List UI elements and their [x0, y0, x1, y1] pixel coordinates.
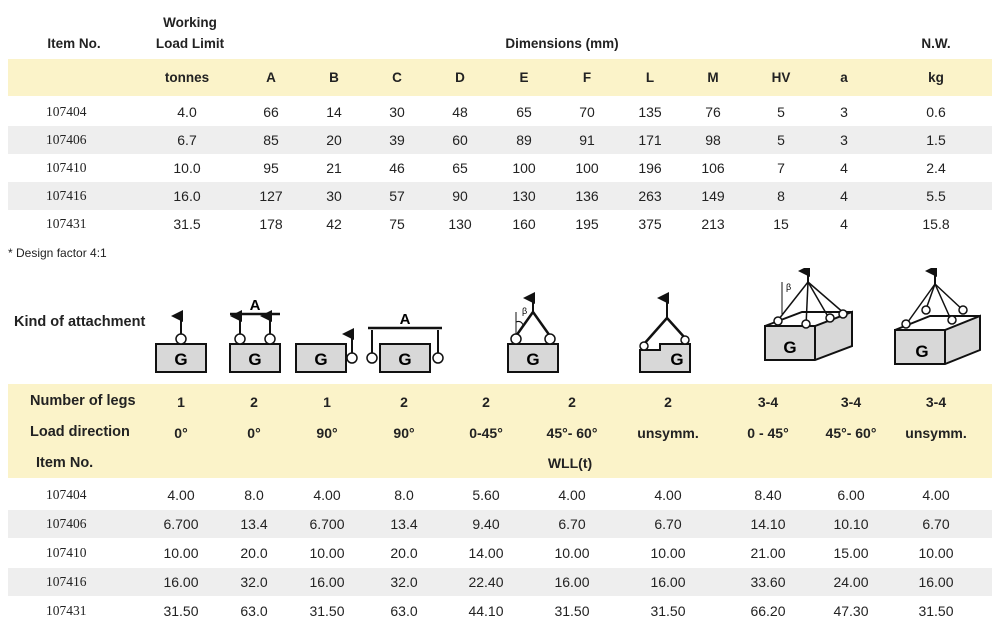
unit-header: a — [840, 70, 848, 85]
wll-cell: 4.00 — [167, 487, 195, 503]
wll-cell: 16.00 — [918, 574, 954, 590]
wll-cell: 10.00 — [163, 545, 199, 561]
dimension-cell: 0.6 — [926, 104, 946, 120]
legs-value: 2 — [664, 394, 672, 410]
direction-value: 45°- 60° — [825, 425, 877, 441]
wll-cell: 33.60 — [750, 574, 786, 590]
dimension-cell: 75 — [389, 216, 405, 232]
legs-value: 2 — [482, 394, 490, 410]
wll-cell: 31.50 — [309, 603, 345, 619]
dimension-cell: 5 — [777, 104, 785, 120]
wll-cell: 4.00 — [654, 487, 682, 503]
dimension-cell: 130 — [448, 216, 472, 232]
dimension-cell: 6.7 — [177, 132, 197, 148]
wll-cell: 4.00 — [922, 487, 950, 503]
wll-cell: 6.70 — [558, 516, 586, 532]
wll-cell: 47.30 — [833, 603, 869, 619]
dimension-cell: 4 — [840, 188, 848, 204]
dimension-cell: 3 — [840, 132, 848, 148]
wll-cell: 31.50 — [163, 603, 199, 619]
svg-text:β: β — [786, 282, 792, 292]
dimension-cell: 21 — [326, 160, 342, 176]
dimension-cell: 178 — [259, 216, 283, 232]
wll-cell: 66.20 — [750, 603, 786, 619]
wll-cell: 14.10 — [750, 516, 786, 532]
dimension-cell: 39 — [389, 132, 405, 148]
svg-text:G: G — [915, 342, 929, 361]
unit-header: L — [645, 70, 655, 85]
legs-value: 2 — [250, 394, 258, 410]
dimension-cell: 66 — [263, 104, 279, 120]
wll-cell: 8.40 — [754, 487, 782, 503]
direction-value: 0° — [174, 425, 188, 441]
direction-value: 90° — [316, 425, 338, 441]
dimension-cell: 4.0 — [177, 104, 197, 120]
wll-cell: 4.00 — [313, 487, 341, 503]
dimension-cell: 30 — [326, 188, 342, 204]
dimension-cell: 136 — [575, 188, 599, 204]
wll-cell: 31.50 — [554, 603, 590, 619]
svg-text:A: A — [399, 311, 411, 328]
dimension-cell: 8 — [777, 188, 785, 204]
legs-value: 3-4 — [925, 394, 947, 410]
dimension-cell: 90 — [452, 188, 468, 204]
unit-header: E — [519, 70, 529, 85]
svg-text:A: A — [249, 297, 261, 314]
design-factor-note: * Design factor 4:1 — [8, 246, 107, 260]
item-number: 107406 — [46, 132, 87, 147]
wll-cell: 13.4 — [240, 516, 268, 532]
dimension-cell: 31.5 — [173, 216, 201, 232]
svg-text:G: G — [314, 350, 328, 369]
unit-header: C — [392, 70, 402, 85]
dimension-cell: 95 — [263, 160, 279, 176]
wll-cell: 10.00 — [650, 545, 686, 561]
svg-text:G: G — [174, 350, 188, 369]
wll-cell: 21.00 — [750, 545, 786, 561]
dimension-cell: 375 — [638, 216, 662, 232]
legs-value: 3-4 — [840, 394, 862, 410]
wll-cell: 6.00 — [837, 487, 865, 503]
item-number: 107410 — [46, 545, 87, 560]
wll-cell: 14.00 — [468, 545, 504, 561]
wll-cell: 20.0 — [240, 545, 268, 561]
svg-text:G: G — [670, 350, 684, 369]
attachment-single-vertical-icon — [156, 316, 206, 372]
wll-cell: 8.0 — [394, 487, 414, 503]
wll-cell: 63.0 — [390, 603, 418, 619]
item-no-label: Item No. — [36, 455, 94, 471]
wll-cell: 10.00 — [918, 545, 954, 561]
dimension-cell: 195 — [575, 216, 599, 232]
dimension-cell: 60 — [452, 132, 468, 148]
attachment-label: Kind of attachment — [14, 314, 146, 330]
dimension-cell: 149 — [701, 188, 725, 204]
wll-cell: 16.00 — [163, 574, 199, 590]
dimension-cell: 160 — [512, 216, 536, 232]
wll-cell: 13.4 — [390, 516, 418, 532]
unit-header: M — [707, 70, 719, 85]
unit-header: A — [266, 70, 276, 85]
wll-cell: 15.00 — [833, 545, 869, 561]
dimension-cell: 48 — [452, 104, 468, 120]
dimension-cell: 2.4 — [926, 160, 946, 176]
header-wll-line1: Working — [163, 15, 217, 30]
dimension-cell: 98 — [705, 132, 721, 148]
wll-cell: 10.00 — [554, 545, 590, 561]
attachment-single-side-icon — [296, 334, 357, 372]
direction-value: 45°- 60° — [546, 425, 598, 441]
dimension-cell: 42 — [326, 216, 342, 232]
dimension-cell: 196 — [638, 160, 662, 176]
attachment-multi-leg-unsymmetrical-icon — [895, 271, 980, 364]
dimension-cell: 1.5 — [926, 132, 946, 148]
unit-header: B — [329, 70, 339, 85]
dimension-cell: 10.0 — [173, 160, 201, 176]
attachment-double-side-icon — [367, 311, 443, 372]
wll-cell: 63.0 — [240, 603, 268, 619]
item-number: 107410 — [46, 160, 87, 175]
dimension-cell: 4 — [840, 216, 848, 232]
header-item-no: Item No. — [47, 36, 101, 51]
header-nw: N.W. — [921, 36, 951, 51]
dimension-cell: 5.5 — [926, 188, 946, 204]
legs-value: 2 — [400, 394, 408, 410]
item-number: 107404 — [46, 487, 87, 502]
item-number: 107406 — [46, 516, 87, 531]
unit-header: D — [455, 70, 465, 85]
header-wll-line2: Load Limit — [155, 36, 225, 51]
dimension-cell: 263 — [638, 188, 662, 204]
attachment-unsymmetrical-icon — [640, 298, 690, 372]
dimension-cell: 106 — [701, 160, 725, 176]
dimension-cell: 85 — [263, 132, 279, 148]
wll-label: WLL(t) — [547, 455, 593, 471]
wll-cell: 10.00 — [309, 545, 345, 561]
dimension-cell: 130 — [512, 188, 536, 204]
direction-value: 90° — [393, 425, 415, 441]
direction-value: 0° — [247, 425, 261, 441]
dimension-cell: 76 — [705, 104, 721, 120]
wll-cell: 6.700 — [163, 516, 199, 532]
dimension-cell: 15 — [773, 216, 789, 232]
svg-text:G: G — [398, 350, 412, 369]
direction-value: 0-45° — [469, 425, 503, 441]
direction-value: unsymm. — [637, 425, 699, 441]
unit-header: tonnes — [164, 70, 210, 85]
wll-cell: 32.0 — [390, 574, 418, 590]
dimension-cell: 100 — [575, 160, 599, 176]
legs-value: 1 — [323, 394, 331, 410]
dimension-cell: 213 — [701, 216, 725, 232]
wll-cell: 10.10 — [833, 516, 869, 532]
svg-text:G: G — [526, 350, 540, 369]
dimension-cell: 5 — [777, 132, 785, 148]
wll-cell: 6.70 — [654, 516, 682, 532]
item-number: 107431 — [46, 216, 87, 231]
item-number: 107416 — [46, 574, 87, 589]
wll-cell: 6.70 — [922, 516, 950, 532]
unit-header: kg — [928, 70, 944, 85]
load-direction-label: Load direction — [30, 424, 130, 440]
wll-cell: 16.00 — [650, 574, 686, 590]
dimension-cell: 15.8 — [922, 216, 950, 232]
wll-cell: 20.0 — [390, 545, 418, 561]
dimension-cell: 70 — [579, 104, 595, 120]
dimension-cell: 57 — [389, 188, 405, 204]
legs-value: 1 — [177, 394, 185, 410]
wll-cell: 4.00 — [558, 487, 586, 503]
dimension-cell: 171 — [638, 132, 662, 148]
wll-cell: 44.10 — [468, 603, 504, 619]
wll-cell: 16.00 — [554, 574, 590, 590]
attachment-double-vertical-icon — [230, 297, 280, 372]
dimension-cell: 7 — [777, 160, 785, 176]
dimension-cell: 3 — [840, 104, 848, 120]
attachment-diagrams — [0, 268, 1000, 378]
item-number: 107431 — [46, 603, 87, 618]
item-number: 107416 — [46, 188, 87, 203]
wll-cell: 8.0 — [244, 487, 264, 503]
unit-header: F — [582, 70, 592, 85]
wll-cell: 16.00 — [309, 574, 345, 590]
dimension-cell: 46 — [389, 160, 405, 176]
legs-value: 2 — [568, 394, 576, 410]
svg-text:G: G — [783, 338, 797, 357]
dimension-cell: 30 — [389, 104, 405, 120]
item-number: 107404 — [46, 104, 87, 119]
wll-cell: 32.0 — [240, 574, 268, 590]
wll-cell: 24.00 — [833, 574, 869, 590]
attachment-multi-leg-box-icon — [765, 271, 852, 360]
direction-value: 0 - 45° — [747, 425, 789, 441]
svg-text:G: G — [248, 350, 262, 369]
wll-cell: 9.40 — [472, 516, 500, 532]
svg-text:β: β — [522, 306, 528, 316]
dimension-cell: 135 — [638, 104, 662, 120]
wll-cell: 22.40 — [468, 574, 504, 590]
dimension-cell: 16.0 — [173, 188, 201, 204]
dimension-cell: 91 — [579, 132, 595, 148]
dimension-cell: 20 — [326, 132, 342, 148]
wll-cell: 31.50 — [650, 603, 686, 619]
direction-value: unsymm. — [905, 425, 967, 441]
header-dimensions: Dimensions (mm) — [505, 36, 619, 51]
wll-cell: 6.700 — [309, 516, 345, 532]
dimension-cell: 100 — [512, 160, 536, 176]
dimension-cell: 127 — [259, 188, 283, 204]
number-of-legs-label: Number of legs — [30, 393, 136, 409]
legs-value: 3-4 — [757, 394, 779, 410]
dimension-cell: 65 — [516, 104, 532, 120]
attachment-angled-icon — [508, 298, 558, 372]
dimension-cell: 65 — [452, 160, 468, 176]
dimension-cell: 14 — [326, 104, 342, 120]
dimension-cell: 89 — [516, 132, 532, 148]
unit-header: HV — [771, 70, 791, 85]
dimension-cell: 4 — [840, 160, 848, 176]
wll-cell: 31.50 — [918, 603, 954, 619]
wll-cell: 5.60 — [472, 487, 500, 503]
